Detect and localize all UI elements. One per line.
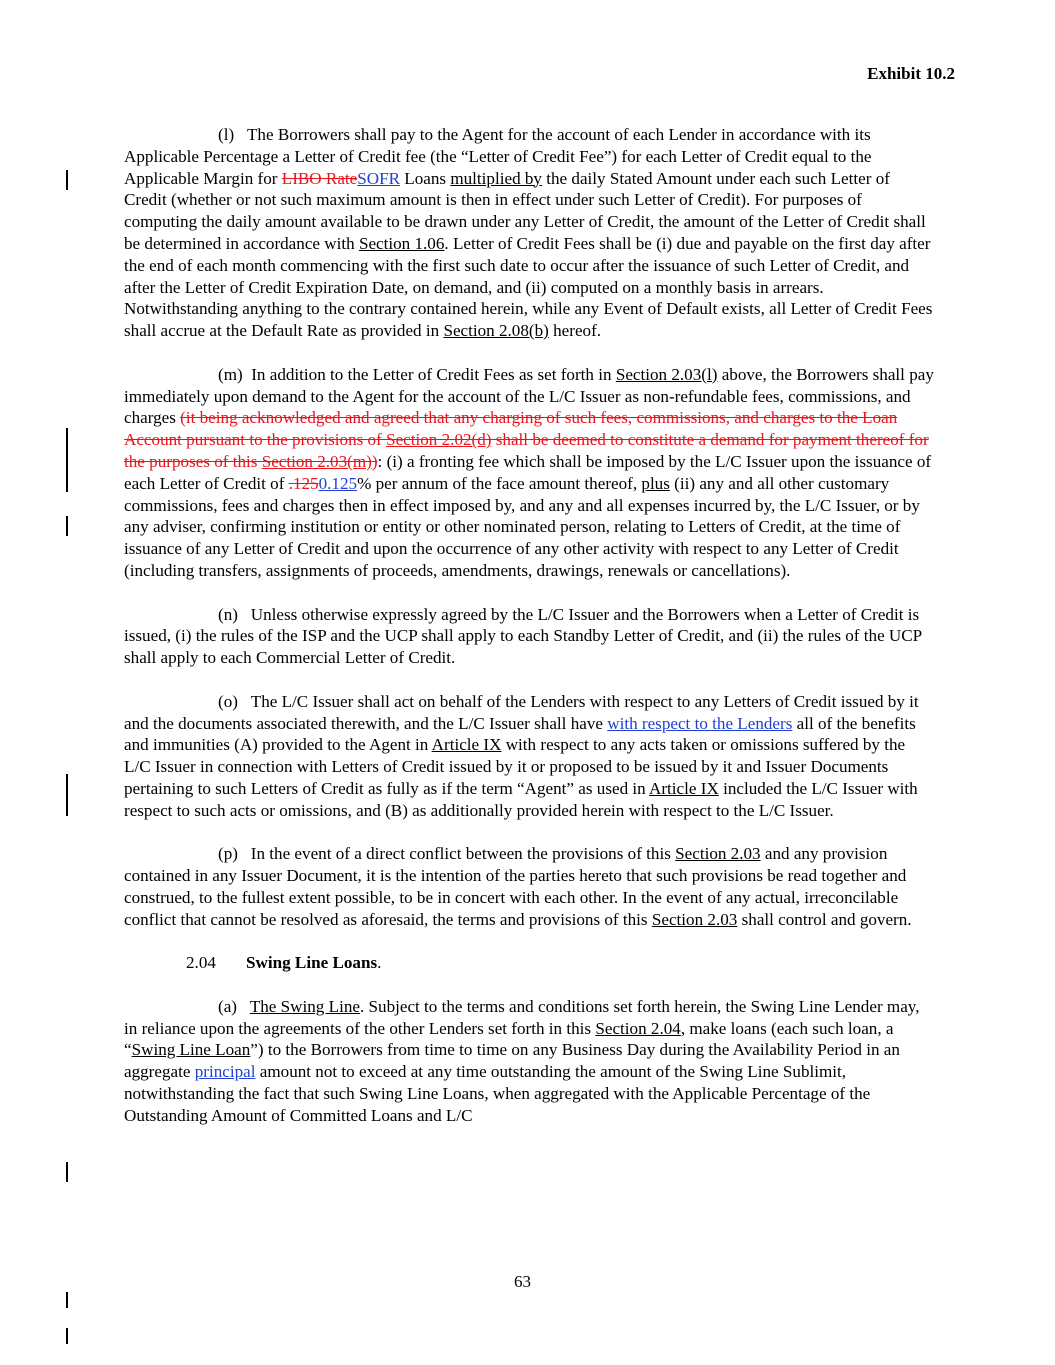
text: , make loans (each such loan, a “ — [124, 1018, 894, 1060]
change-bar — [66, 170, 68, 190]
section-number: 2.04 — [186, 953, 216, 973]
section-reference: Section 2.04 — [595, 1018, 681, 1038]
deleted-text: (it being acknowledged and agreed that any charging of such fees, commissions, and charges to the Loan Account pursuant to the provisions of — [124, 408, 898, 450]
article-reference: Article IX — [649, 778, 719, 798]
page-number: 63 — [514, 1272, 531, 1291]
section-heading — [186, 952, 934, 974]
change-bar — [66, 1292, 68, 1308]
inserted-text[interactable]: principal — [194, 1062, 256, 1082]
article-reference: Article IX — [431, 735, 502, 755]
text: . Letter of Credit Fees shall be (i) due and payable on the first day after the end of each month commencing with the first such date to occur after the issuance of such Letter of Credit, and after the Letter of Credit Expiration Date, on demand, and (ii) computed on a monthly basis in arrears. Notwithstanding anything to the contrary contained herein, while any Event of Default exists, all Letter of Credit Fees shall accrue at the Default Rate as provided in — [124, 233, 933, 341]
deleted-section-reference: Section 2.02(d) — [386, 430, 492, 450]
text: % per annum of the face amount thereof, — [357, 473, 642, 493]
inserted-text[interactable]: with respect to the Lenders — [607, 713, 793, 733]
text: included the L/C Issuer with respect to such acts or omissions, and (B) as additionally provided herein with respect to the L/C Issuer. — [124, 778, 918, 820]
text: above, the Borrowers shall pay immediately upon demand to the Agent for the account of the L/C Issuer as non-refundable fees, commissions, and charges — [124, 364, 934, 428]
text: In the event of a direct conflict between the provisions of this — [250, 844, 676, 864]
underlined-term: The Swing Line — [249, 996, 360, 1016]
paragraph-l — [124, 124, 934, 342]
inserted-text[interactable]: SOFR — [357, 168, 401, 188]
text: . Subject to the terms and conditions set forth herein, the Swing Line Lender may, in reliance upon the agreements of the other Lenders set forth in this — [124, 996, 920, 1038]
section-reference: Section 2.03 — [651, 909, 738, 929]
text: the daily Stated Amount under each such Letter of Credit (whether or not such maximum amount is then in effect under such Letter of Credit). For purposes of computing the daily amount available to be drawn under any Letter of Credit, the amount of the Letter of Credit shall be determined in accordance with — [124, 168, 926, 253]
paragraph-p — [124, 843, 934, 930]
paragraph-label: (o) — [218, 691, 238, 711]
paragraph-o — [124, 691, 934, 822]
text: hereof. — [548, 321, 602, 341]
text: The L/C Issuer shall act on behalf of the Lenders with respect to any Letters of Credit issued by it and the documents associated therewith, and the L/C Issuer shall have — [124, 691, 919, 733]
underlined-term: plus — [641, 473, 670, 493]
deleted-text: shall be deemed to constitute a demand for payment thereof for the purposes of this — [124, 430, 929, 471]
change-bar — [66, 1162, 68, 1182]
inserted-text[interactable]: 0.125 — [318, 473, 358, 493]
defined-term: Swing Line Loan — [131, 1040, 251, 1060]
paragraph-n — [124, 604, 934, 669]
section-reference: Section 2.08(b) — [443, 321, 549, 341]
section-reference: Section 2.03(l) — [615, 364, 718, 384]
section-reference: Section 2.03 — [675, 844, 761, 864]
paragraph-label: (p) — [218, 844, 238, 864]
paragraph-label: (a) — [218, 996, 237, 1016]
paragraph-label: (m) — [218, 364, 243, 384]
text: : (i) a fronting fee which shall be imposed by the L/C Issuer upon the issuance of each Letter of Credit of — [124, 451, 932, 493]
text: . — [377, 953, 382, 973]
change-bar — [66, 1328, 68, 1344]
text: The Borrowers shall pay to the Agent for the account of each Lender in accordance with its Applicable Percentage a Letter of Credit fee (the “Letter of Credit Fee”) for each Letter of Credit equal to the Applicable Margin for — [124, 125, 872, 188]
text: with respect to any acts taken or omissions suffered by the L/C Issuer in connection with Letters of Credit issued by it or proposed to be issued by it and Issuer Documents pertaining to such Letters of Credit as fully as if the term “Agent” as used in — [124, 735, 906, 798]
text: and any provision contained in any Issuer Document, it is the intention of the parties hereto that such provisions be read together and construed, to the fullest extent possible, to be in concert with each other. In the event of any actual, irreconcilable conflict that cannot be resolved as aforesaid, the terms and provisions of this — [124, 844, 907, 929]
paragraph-m — [124, 364, 934, 582]
text: ”) to the Borrowers from time to time on any Business Day during the Availability Period in an aggregate — [124, 1040, 900, 1082]
text: amount not to exceed at any time outstanding the amount of the Swing Line Sublimit, notwithstanding the fact that such Swing Line Loans, when aggregated with the Applicable Percentage of the Outstanding Amount of Committed Loans and L/C — [124, 1062, 871, 1125]
section-title: Swing Line Loans — [246, 953, 378, 973]
deleted-text: ) — [371, 451, 378, 471]
text: (ii) any and all other customary commissions, fees and charges then in effect imposed by, and any and all expenses incurred by, the L/C Issuer, or by any adviser, confirming institution or entity or other nominated person, relating to Letters of Credit, at the time of issuance of any Letter of Credit and upon the occurrence of any other activity with respect to any Letter of Credit (including transfers, assignments of proceeds, amendments, drawings, renewals or cancellations). — [124, 473, 920, 580]
deleted-section-reference: Section 2.03(m) — [261, 451, 372, 471]
change-bar — [66, 428, 68, 492]
deleted-text: .125 — [288, 473, 319, 493]
change-bar — [66, 516, 68, 536]
document-body — [124, 124, 934, 1148]
text: Loans — [400, 168, 451, 188]
text: In addition to the Letter of Credit Fees as set forth in — [251, 364, 616, 384]
paragraph-label: (l) — [218, 125, 235, 144]
text: shall control and govern. — [737, 909, 912, 929]
section-reference: Section 1.06 — [358, 233, 445, 253]
change-bar — [66, 774, 68, 816]
exhibit-label: Exhibit 10.2 — [867, 64, 955, 83]
text: all of the benefits and immunities (A) provided to the Agent in — [124, 713, 916, 755]
paragraph-a — [124, 996, 934, 1127]
text: Unless otherwise expressly agreed by the L/C Issuer and the Borrowers when a Letter of Credit is issued, (i) the rules of the ISP and the UCP shall apply to each Standby Letter of Credit, and (ii) the rules of the UCP shall apply to each Commercial Letter of Credit. — [124, 604, 922, 668]
paragraph-label: (n) — [218, 604, 238, 624]
underlined-term: multiplied by — [450, 168, 542, 188]
deleted-text: LIBO Rate — [281, 168, 358, 188]
